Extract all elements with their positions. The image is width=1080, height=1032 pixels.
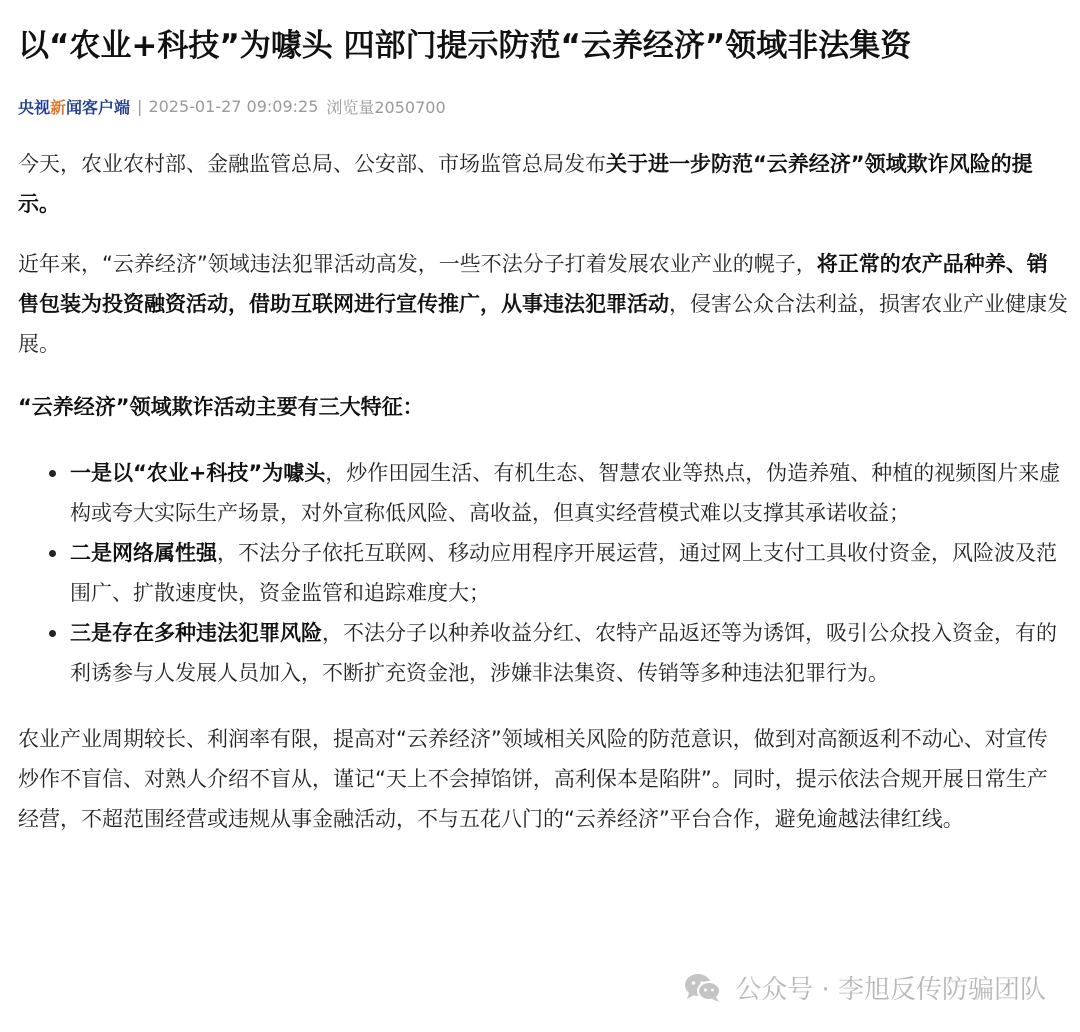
list-item [70,453,1068,533]
features-heading [18,387,1068,427]
list-item [70,533,1068,613]
paragraph-text: 今天，农业农村部、金融监管总局、公安部、市场监管总局发布 [18,152,606,176]
paragraph-text: ，侵害公众合法利益，损害农业产业健康发展。 [18,292,1068,356]
feature-bold: 三是存在多种违法犯罪风险 [70,621,322,645]
source-brand[interactable] [18,95,130,118]
watermark-text: 公众号 · 李旭反传防骗团队 [735,975,1046,1005]
paragraph-bold: 关于进一步防范“云养经济”领域欺诈风险的提示。 [18,152,1033,216]
feature-text: ，不法分子依托互联网、移动应用程序开展运营，通过网上支付工具收付资金，风险波及范围广、扩散速度快，资金监管和追踪难度大； [70,541,1057,605]
feature-text: ，不法分子以种养收益分红、农特产品返还等为诱饵，吸引公众投入资金，有的利诱参与人发展人员加入，不断扩充资金池，涉嫌非法集资、传销等多种违法犯罪行为。 [70,621,1057,685]
paragraph-bold: “云养经济”领域欺诈活动主要有三大特征： [18,395,424,419]
feature-bold: 二是网络属性强 [70,541,217,565]
meta-separator: | [137,96,143,116]
paragraph-intro [18,144,1068,224]
paragraph-bold: 将正常的农产品种养、销售包装为投资融资活动，借助互联网进行宣传推广，从事违法犯罪活动 [18,252,1048,316]
source-brand-part2: 新 [50,97,67,117]
list-item [70,613,1068,693]
paragraph-background [18,244,1068,364]
features-list [18,453,1068,693]
watermark [683,969,1046,1006]
article-meta [18,94,1068,118]
article-title: 以“农业+科技”为噱头 四部门提示防范“云养经济”领域非法集资 [18,28,912,64]
source-brand-part1: 央视 [18,97,51,117]
feature-bold: 一是以“农业+科技”为噱头 [70,461,326,485]
feature-text: ，炒作田园生活、有机生态、智慧农业等热点，伪造养殖、种植的视频图片来虚构或夸大实际生产场景，对外宣称低风险、高收益，但真实经营模式难以支撑其承诺收益； [70,461,1061,525]
article [18,0,1068,839]
paragraph-advice [18,719,1068,839]
paragraph-text: 近年来，“云养经济”领域违法犯罪活动高发，一些不法分子打着发展农业产业的幌子， [18,252,817,276]
paragraph-text: 农业产业周期较长、利润率有限，提高对“云养经济”领域相关风险的防范意识，做到对高额返利不动心、对宣传炒作不盲信、对熟人介绍不盲从，谨记“天上不会掉馅饼，高利保本是陷阱”。同时，提示依法合规开展日常生产经营，不超范围经营或违规从事金融活动，不与五花八门的“云养经济”平台合作，避免逾越法律红线。 [18,727,1048,831]
publish-datetime: 2025-01-27 09:09:25 [148,96,319,116]
view-count: 浏览量2050700 [326,97,446,117]
source-brand-part3: 闻客户端 [66,97,131,117]
wechat-icon [683,972,723,1004]
